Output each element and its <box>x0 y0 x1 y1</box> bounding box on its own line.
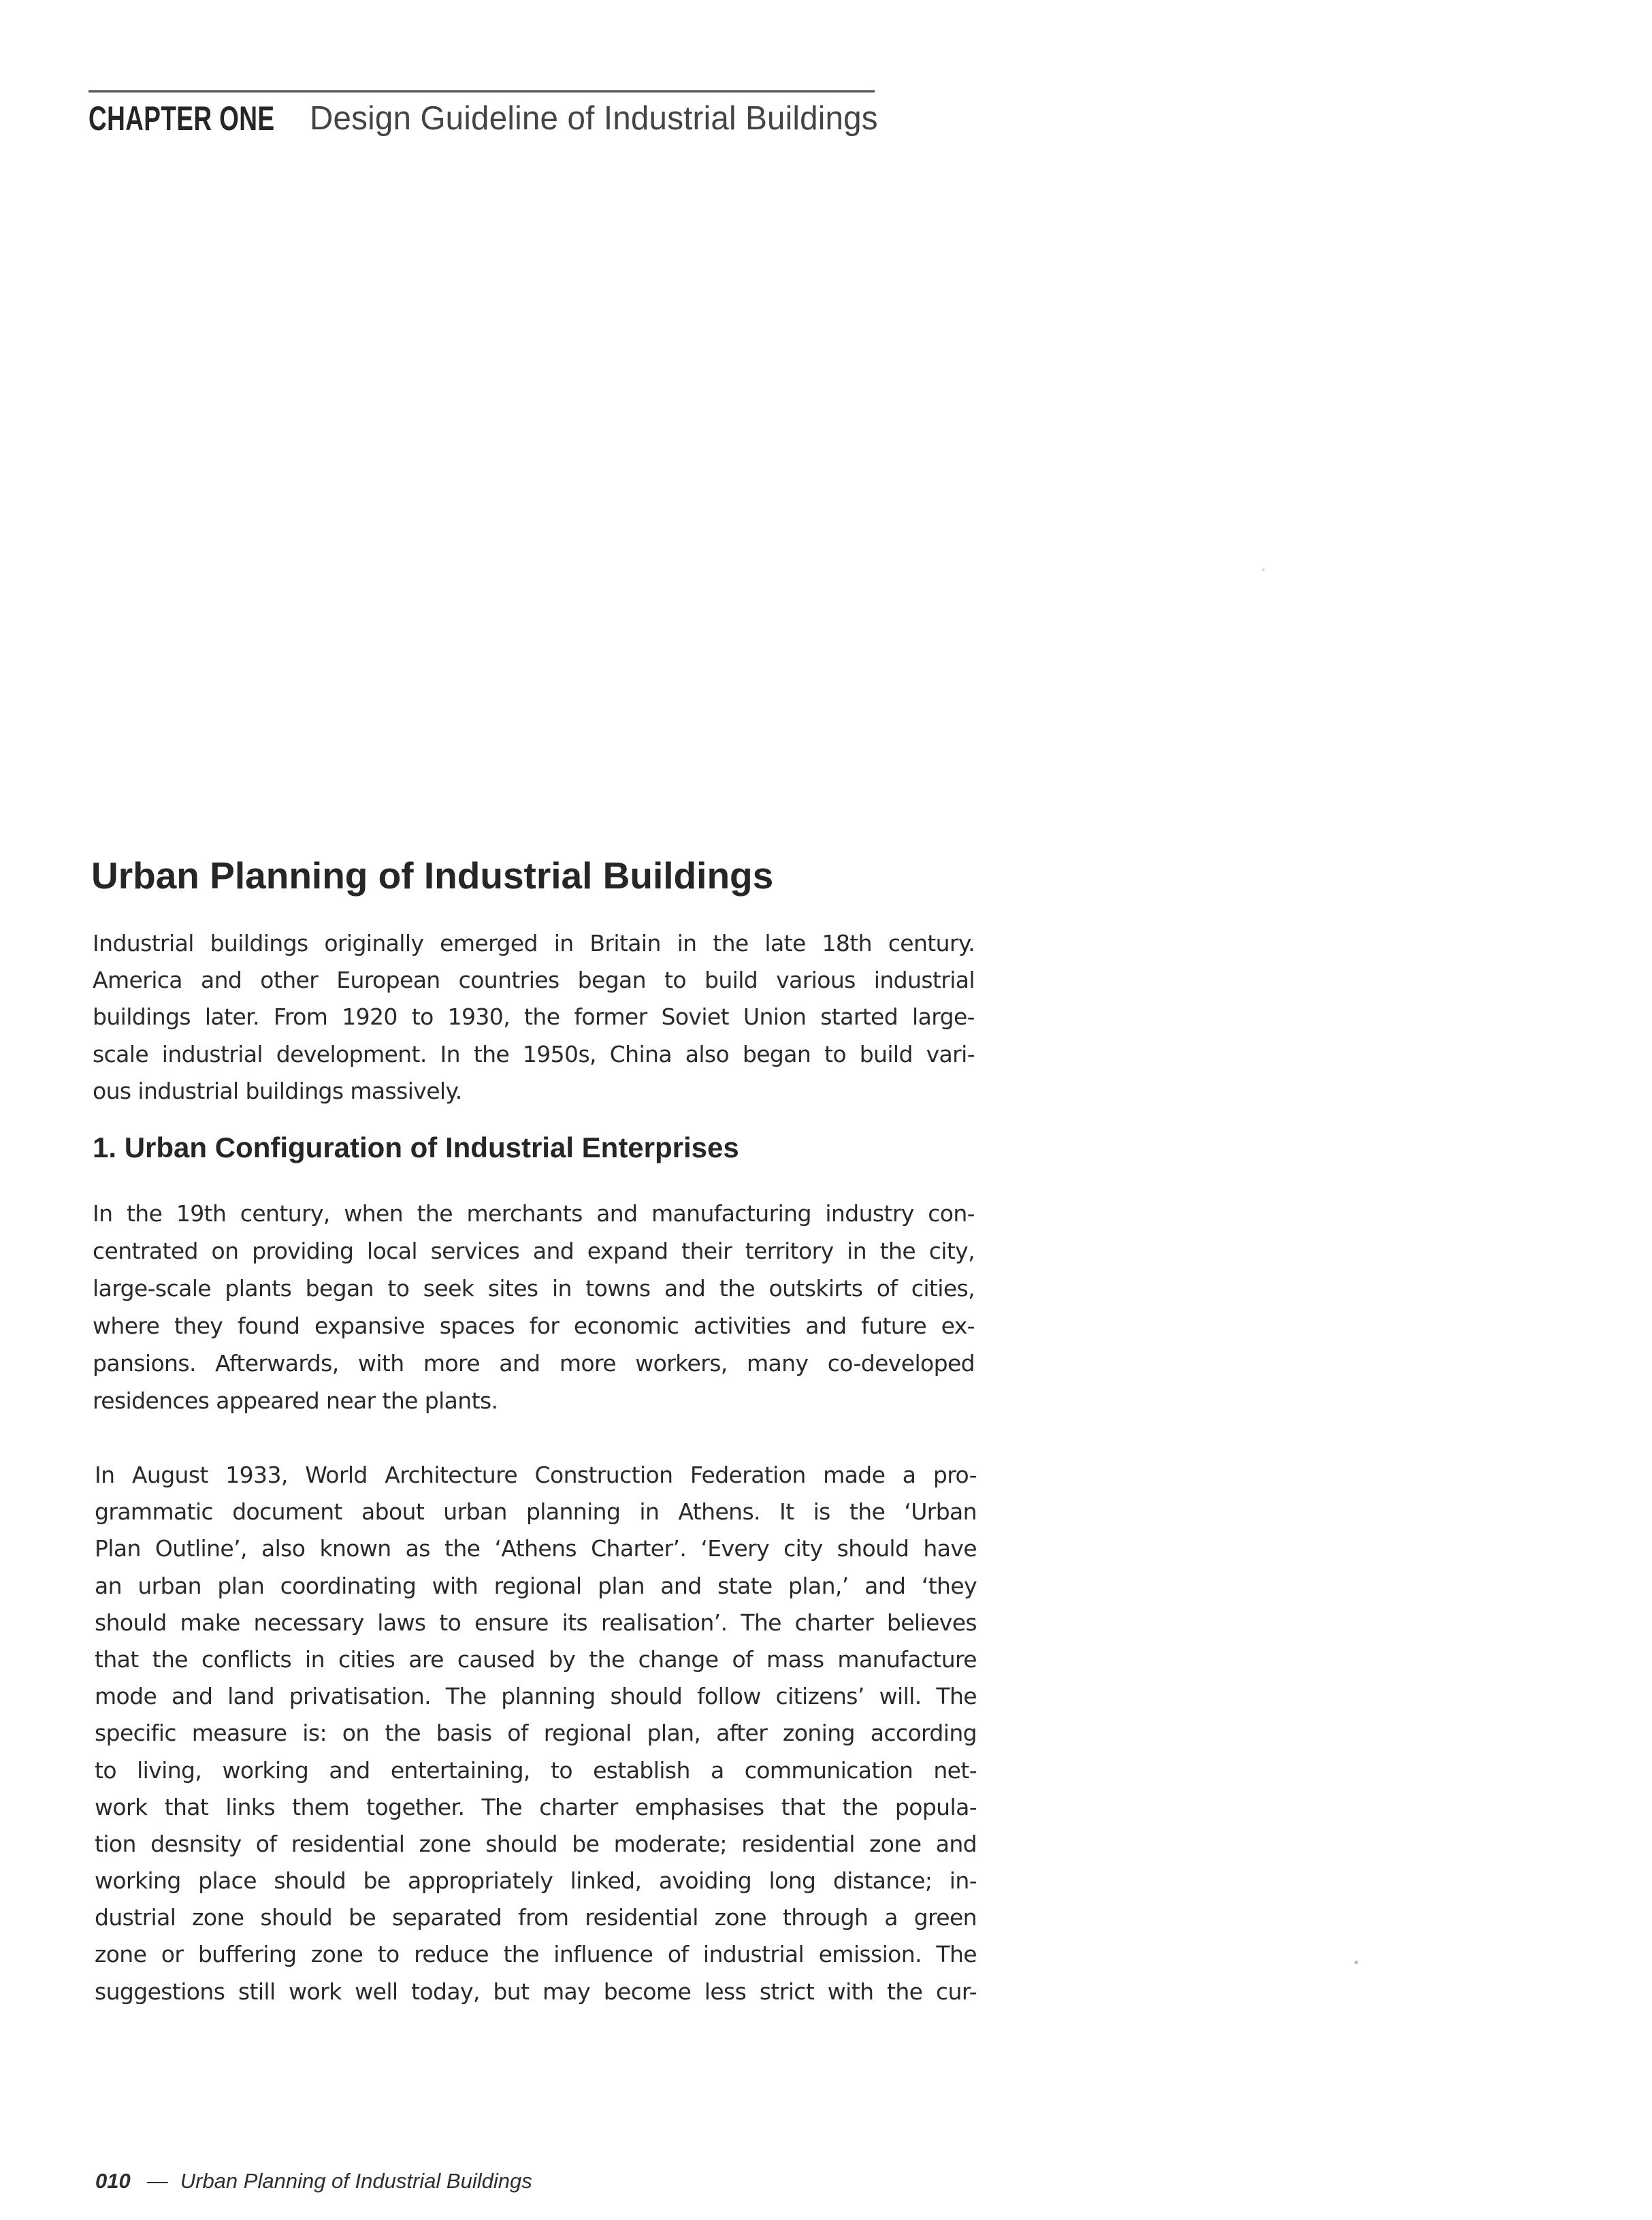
scan-speck <box>1262 568 1265 571</box>
text-line-content: to living, working and entertaining, to establish a communication net- <box>95 1756 977 1784</box>
text-line <box>95 1457 977 1494</box>
header-rule <box>88 90 875 93</box>
text-line <box>95 1641 977 1678</box>
text-line-content: America and other European countries began to build various industrial <box>93 967 975 994</box>
chapter-title: Design Guideline of Industrial Buildings <box>310 100 878 137</box>
text-line-content: buildings later. From 1920 to 1930, the former Soviet Union started large- <box>93 1003 975 1031</box>
footer-running-title: Urban Planning of Industrial Buildings <box>180 2169 532 2193</box>
text-line-content: Plan Outline’, also known as the ‘Athens Charter’. ‘Every city should have <box>95 1535 977 1562</box>
text-line <box>95 1752 977 1789</box>
text-line-content: Industrial buildings originally emerged in Britain in the late 18th century. <box>93 930 975 956</box>
page-footer <box>95 2168 532 2195</box>
text-line <box>93 1195 975 1232</box>
text-line <box>95 1715 977 1752</box>
text-line-content: ous industrial buildings massively. <box>93 1077 462 1104</box>
chapter-label: CHAPTER ONE <box>88 99 275 138</box>
text-line-content: large-scale plants began to seek sites in towns and the outskirts of cities, <box>93 1275 975 1302</box>
text-line <box>93 1382 975 1419</box>
text-line-content: suggestions still work well today, but may become less strict with the cur- <box>95 1978 977 2005</box>
text-line <box>93 1270 975 1307</box>
body-paragraph-1 <box>93 1195 975 1419</box>
text-line <box>93 1036 975 1073</box>
text-line-content: In the 19th century, when the merchants and manufacturing industry con- <box>93 1200 975 1227</box>
text-line <box>95 1826 977 1863</box>
text-line <box>93 1307 975 1345</box>
text-line <box>93 962 975 999</box>
text-line-content: grammatic document about urban planning in Athens. It is the ‘Urban <box>95 1498 977 1526</box>
text-line-content: In August 1933, World Architecture Construction Federation made a pro- <box>95 1462 977 1488</box>
running-header <box>88 99 878 138</box>
text-line-content: specific measure is: on the basis of regional plan, after zoning according <box>95 1720 977 1747</box>
text-line <box>95 1974 977 2010</box>
text-line <box>95 1789 977 1826</box>
footer-separator: — <box>146 2169 168 2193</box>
text-line-content: residences appeared near the plants. <box>93 1387 498 1414</box>
text-line-content: zone or buffering zone to reduce the influence of industrial emission. The <box>95 1941 977 1968</box>
text-line <box>93 1345 975 1382</box>
text-line <box>93 1073 975 1110</box>
intro-paragraph <box>93 925 975 1110</box>
text-line <box>95 1568 977 1605</box>
text-line <box>93 999 975 1035</box>
text-line <box>93 1232 975 1270</box>
text-line-content: centrated on providing local services and expand their territory in the city, <box>93 1238 975 1264</box>
text-line-content: mode and land privatisation. The planning should follow citizens’ will. The <box>95 1683 977 1710</box>
text-line-content: tion desnsity of residential zone should be moderate; residential zone and <box>95 1830 977 1857</box>
text-line <box>95 1605 977 1641</box>
text-line-content: work that links them together. The charter emphasises that the popula- <box>95 1793 977 1820</box>
text-line <box>95 1494 977 1530</box>
text-line-content: scale industrial development. In the 1950s, China also began to build vari- <box>93 1040 975 1067</box>
text-line <box>95 1899 977 1936</box>
text-line <box>95 1530 977 1567</box>
text-line-content: pansions. Afterwards, with more and more workers, many co-developed <box>93 1350 975 1377</box>
text-line-content: where they found expansive spaces for economic activities and future ex- <box>93 1313 975 1339</box>
subsection-title: 1. Urban Configuration of Industrial Enterprises <box>93 1131 739 1163</box>
body-paragraph-2 <box>95 1457 977 2010</box>
section-title: Urban Planning of Industrial Buildings <box>91 854 774 897</box>
text-line <box>95 1678 977 1715</box>
text-line-content: that the conflicts in cities are caused by the change of mass manufacture <box>95 1645 977 1673</box>
text-line-content: an urban plan coordinating with regional plan and state plan,’ and ‘they <box>95 1572 977 1599</box>
text-line-content: dustrial zone should be separated from residential zone through a green <box>95 1904 977 1931</box>
page-number: 010 <box>95 2169 131 2193</box>
text-line <box>95 1936 977 1973</box>
text-line <box>93 925 975 962</box>
text-line <box>95 1863 977 1899</box>
text-line-content: working place should be appropriately linked, avoiding long distance; in- <box>95 1867 977 1895</box>
scan-speck <box>1355 1961 1358 1964</box>
text-line-content: should make necessary laws to ensure its realisation’. The charter believes <box>95 1609 977 1636</box>
